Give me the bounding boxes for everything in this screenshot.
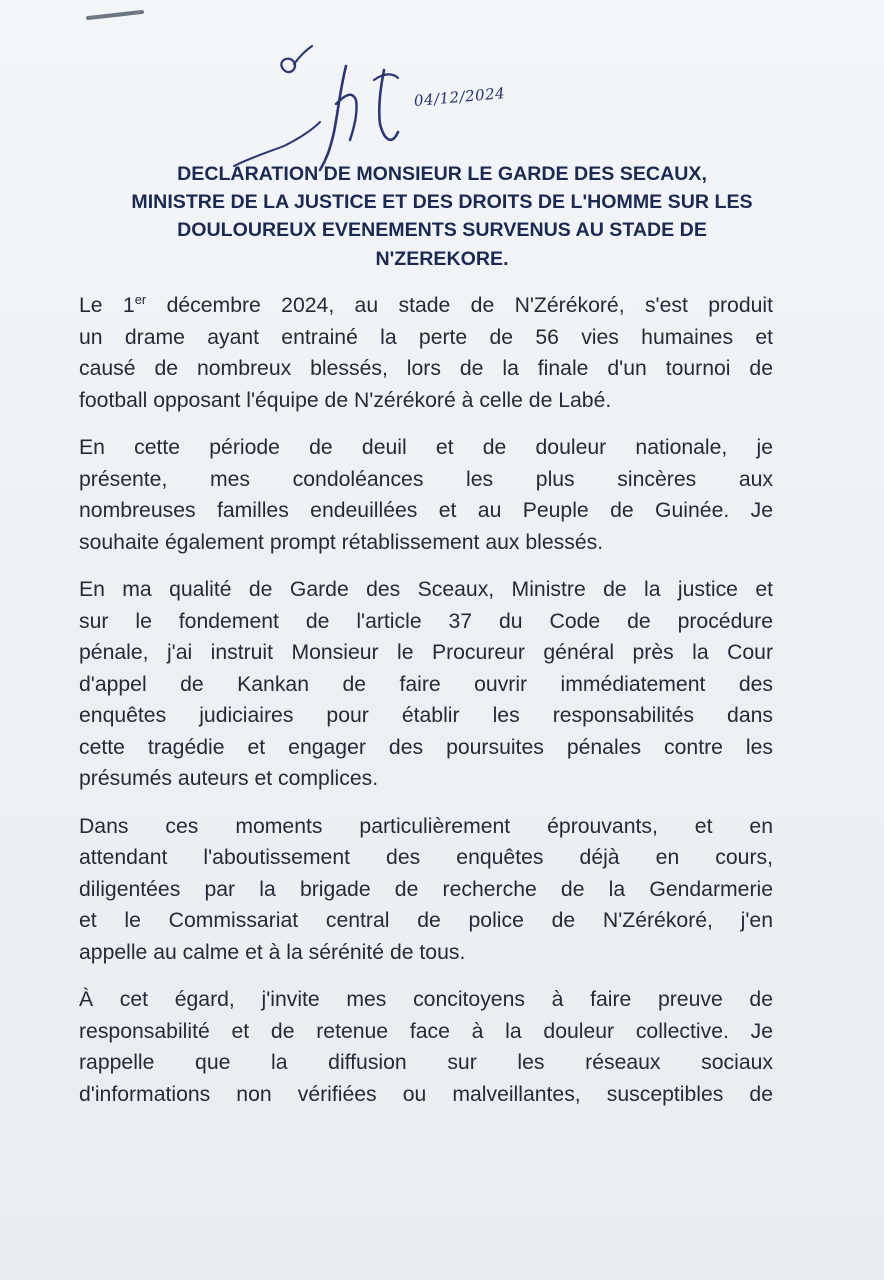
text-line: Le 1er décembre 2024, au stade de N'Zérékoré, s'est produit [79, 292, 773, 317]
text-line: d'appel de Kankan de faire ouvrir immédiatement des [79, 672, 773, 696]
handwritten-date: 04/12/2024 [413, 84, 506, 110]
paragraph-2 [79, 432, 773, 558]
text-line: cette tragédie et engager des poursuites pénales contre les [79, 735, 773, 759]
text-line: d'informations non vérifiées ou malveillantes, susceptibles de [79, 1082, 773, 1106]
text-line: sur le fondement de l'article 37 du Code de procédure [79, 609, 773, 633]
title-line: MINISTRE DE LA JUSTICE ET DES DROITS DE L'HOMME SUR LES [131, 191, 753, 214]
title-line: N'ZEREKORE. [375, 247, 509, 270]
text-line: causé de nombreux blessés, lors de la finale d'un tournoi de [79, 357, 773, 380]
text-line: En cette période de deuil et de douleur nationale, je [79, 436, 773, 459]
text-line: et le Commissariat central de police de N'Zérékoré, j'en [79, 909, 773, 932]
declaration-title [60, 160, 824, 273]
text-line: présumés auteurs et complices. [79, 767, 379, 790]
text-line: À cet égard, j'invite mes concitoyens à faire preuve de [79, 988, 773, 1011]
text-line: En ma qualité de Garde des Sceaux, Ministre de la justice et [79, 578, 773, 601]
text-line: souhaite également prompt rétablissement aux blessés. [79, 530, 604, 554]
text-line: responsabilité et de retenue face à la douleur collective. Je [79, 1019, 773, 1043]
text-line: nombreuses familles endeuillées et au Peuple de Guinée. Je [79, 499, 773, 522]
declaration-body [79, 290, 773, 1126]
paragraph-4 [79, 811, 773, 969]
ordinal-superscript: er [134, 292, 147, 307]
paragraph-5 [79, 984, 773, 1110]
text-line: enquêtes judiciaires pour établir les responsabilités dans [79, 704, 773, 727]
text-line: un drame ayant entrainé la perte de 56 vies humaines et [79, 325, 773, 349]
text-line: présente, mes condoléances les plus sincères aux [79, 467, 773, 491]
text-line: Dans ces moments particulièrement éprouvants, et en [79, 814, 773, 838]
paragraph-3 [79, 574, 773, 795]
paragraph-1 [79, 290, 773, 416]
text-line: appelle au calme et à la sérénité de tous. [79, 940, 466, 964]
title-line: DOULOUREUX EVENEMENTS SURVENUS AU STADE DE [177, 219, 707, 242]
text-line: pénale, j'ai instruit Monsieur le Procureur général près la Cour [79, 641, 773, 664]
text-line: rappelle que la diffusion sur les réseaux sociaux [79, 1051, 773, 1074]
text-line: football opposant l'équipe de N'zérékoré à celle de Labé. [79, 388, 612, 412]
text-line: diligentées par la brigade de recherche de la Gendarmerie [79, 877, 773, 901]
title-line: DECLARATION DE MONSIEUR LE GARDE DES SECAUX, [177, 163, 707, 185]
text-line: attendant l'aboutissement des enquêtes déjà en cours, [79, 846, 773, 869]
